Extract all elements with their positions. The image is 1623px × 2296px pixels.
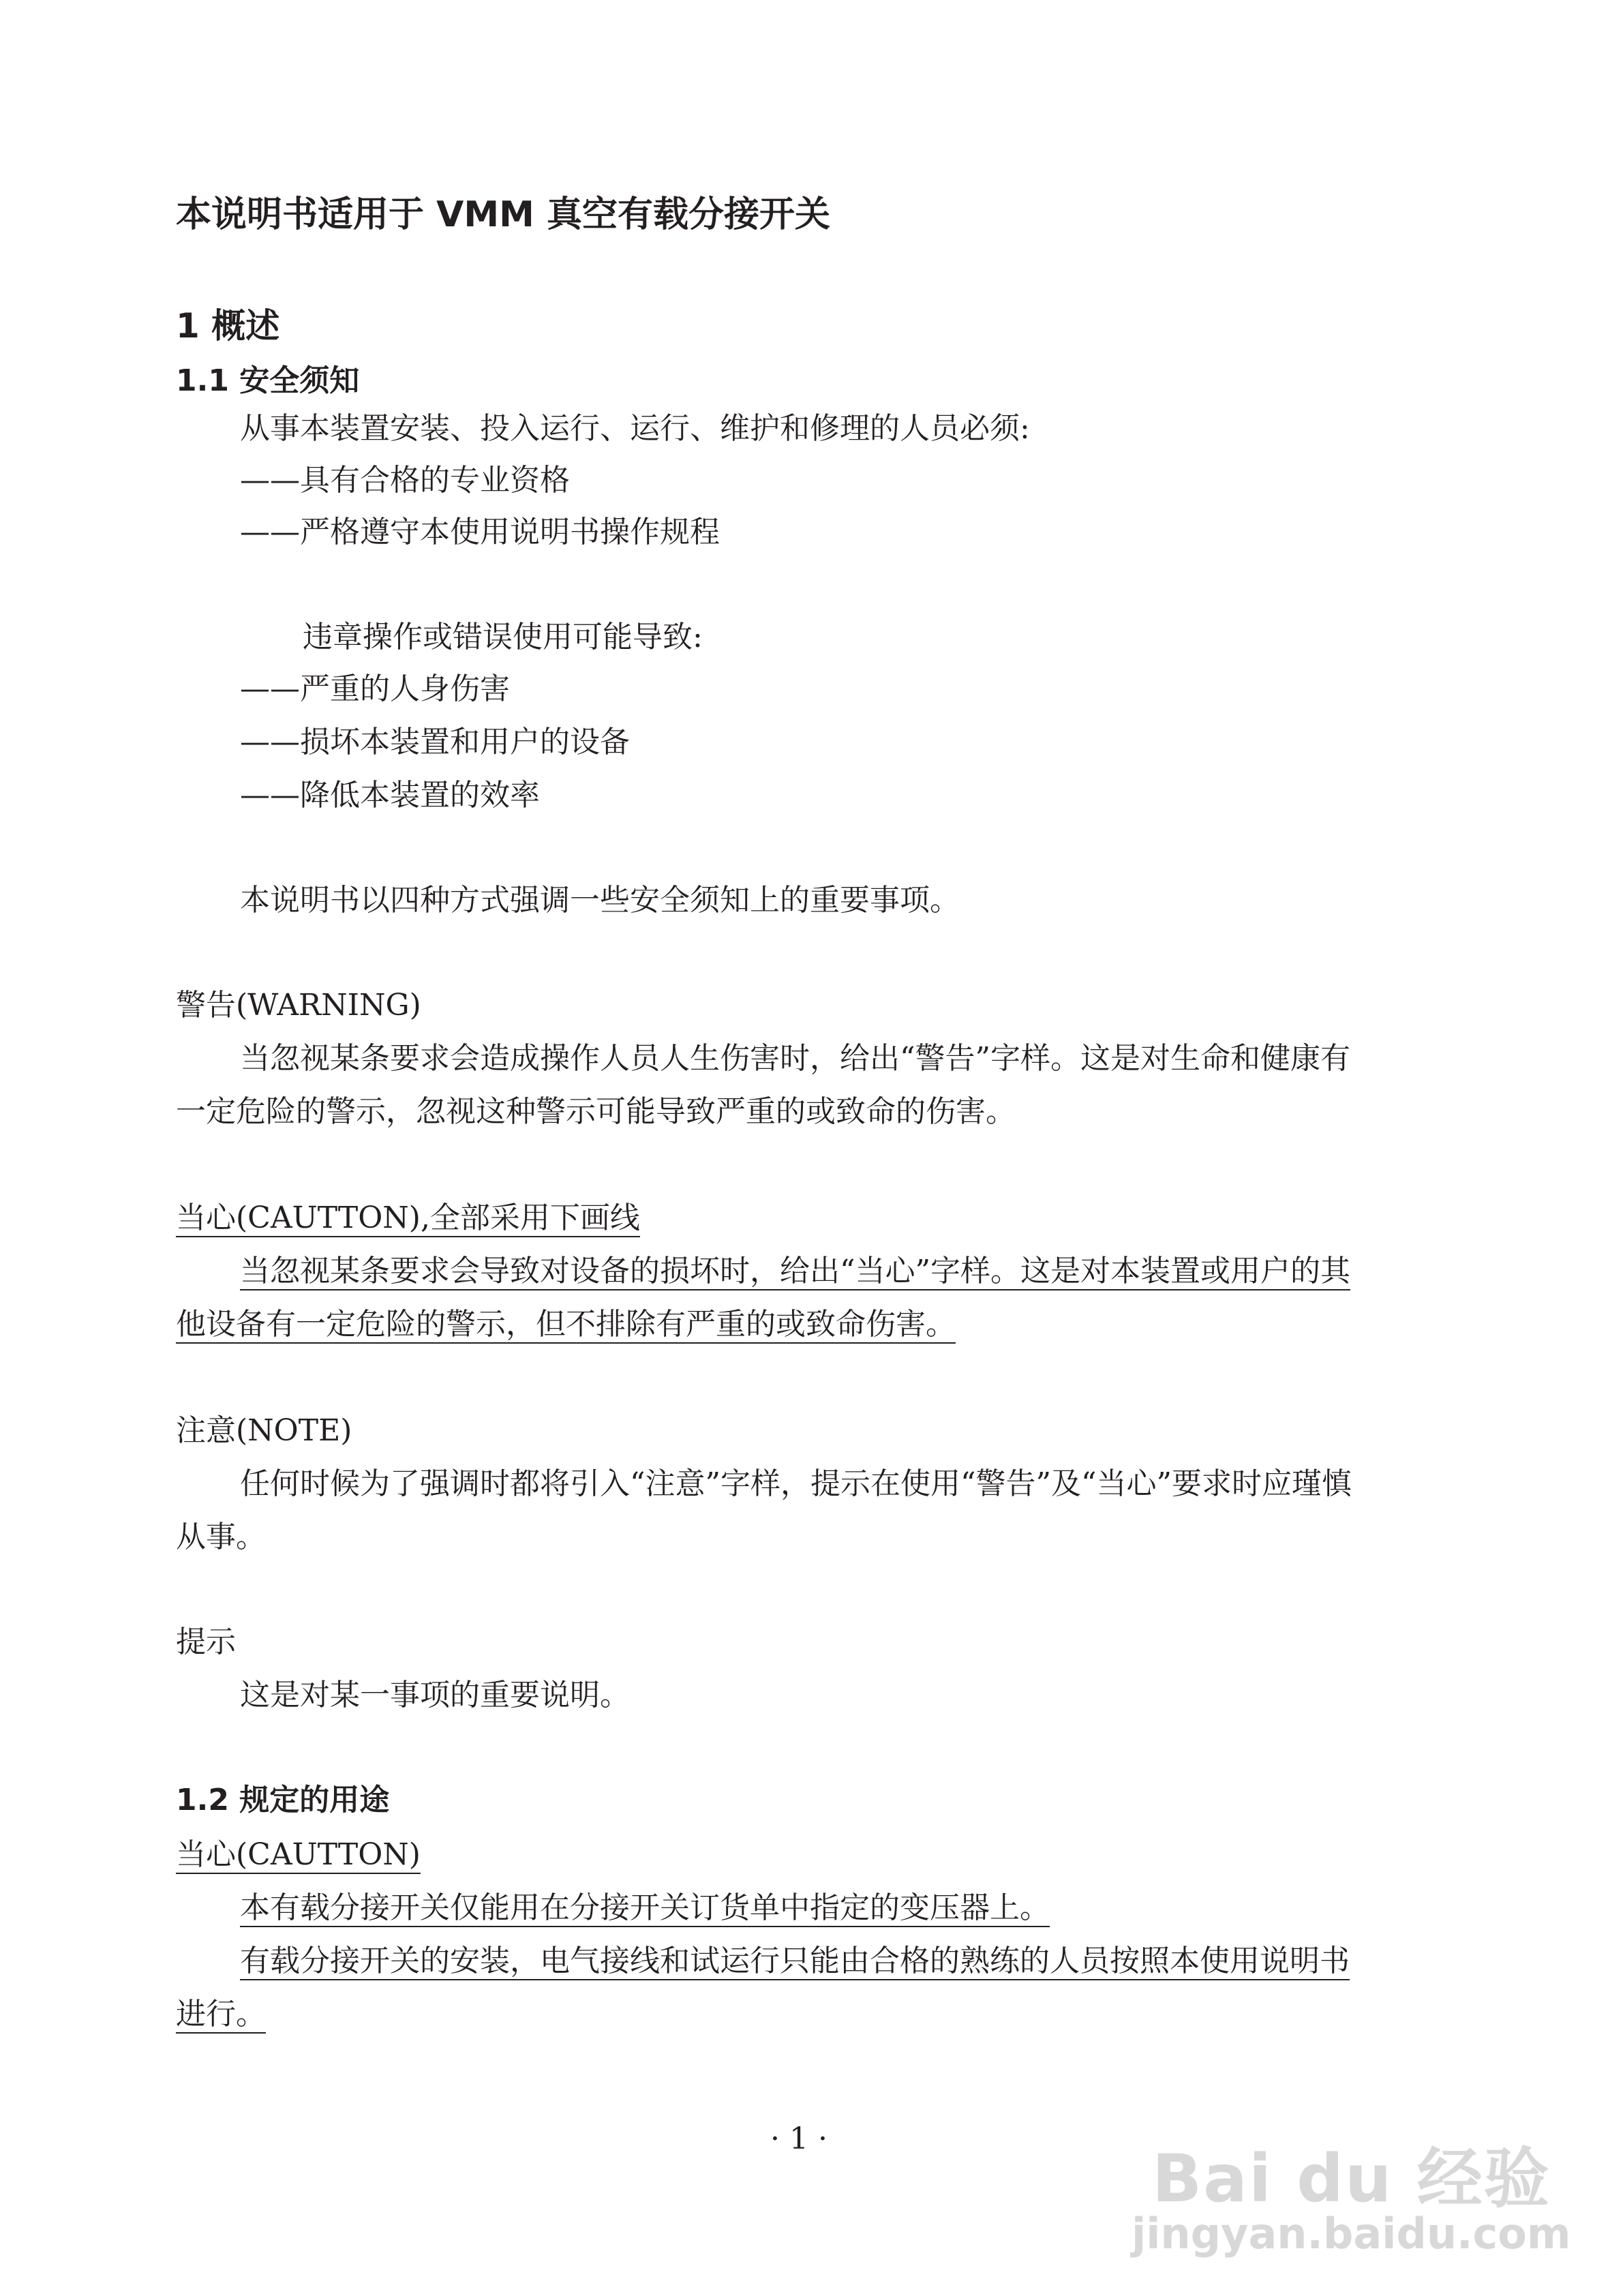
section-1-heading: 1 概述 [176,306,280,346]
consequence-item: ——损坏本装置和用户的设备 [240,725,630,759]
hint-text-line: 这是对某一事项的重要说明。 [240,1678,630,1712]
note-text-line: 从事。 [176,1520,266,1554]
watermark-url: jingyan.baidu.com [1132,2209,1571,2259]
consequence-item: ——降低本装置的效率 [240,778,540,813]
intro-paragraph: 从事本装置安装、投入运行、运行、维护和修理的人员必须: [240,411,1030,446]
caution-text-line: 当忽视某条要求会导致对设备的损坏时，给出“当心”字样。这是对本装置或用户的其 [240,1254,1350,1288]
consequence-item: ——严重的人身伤害 [240,671,510,706]
violation-intro: 违章操作或错误使用可能导致: [303,620,703,654]
note-label: 注意(NOTE) [176,1413,352,1448]
caution-text-line: 他设备有一定危险的警示，但不排除有严重的或致命伤害。 [176,1307,956,1342]
caution2-text-line: 本有载分接开关仅能用在分接开关订货单中指定的变压器上。 [240,1890,1050,1925]
section-1-1-heading: 1.1 安全须知 [176,363,360,398]
caution2-text-line: 进行。 [176,1997,266,2031]
caution2-text-line: 有载分接开关的安装，电气接线和试运行只能由合格的熟练的人员按照本使用说明书 [240,1944,1350,1978]
document-title: 本说明书适用于 VMM 真空有载分接开关 [176,194,830,235]
note-text-line: 任何时候为了强调时都将引入“注意”字样，提示在使用“警告”及“当心”要求时应瑾慎 [240,1466,1352,1501]
hint-label: 提示 [176,1625,236,1659]
section-1-2-heading: 1.2 规定的用途 [176,1783,390,1817]
caution-label: 当心(CAUTTON),全部采用下画线 [176,1200,640,1235]
page-number: · 1 · [770,2121,828,2156]
requirement-item: ——严格遵守本使用说明书操作规程 [240,515,720,549]
baidu-watermark-logo: Bai du 经验 [1152,2141,1551,2217]
warning-text-line: 一定危险的警示，忽视这种警示可能导致严重的或致命的伤害。 [176,1094,1016,1129]
warning-text-line: 当忽视某条要求会造成操作人员人生伤害时，给出“警告”字样。这是对生命和健康有 [240,1041,1350,1076]
warning-label: 警告(WARNING) [176,988,421,1023]
requirement-item: ——具有合格的专业资格 [240,463,570,498]
emphasis-intro: 本说明书以四种方式强调一些安全须知上的重要事项。 [240,883,960,918]
caution2-label: 当心(CAUTTON) [176,1837,421,1872]
